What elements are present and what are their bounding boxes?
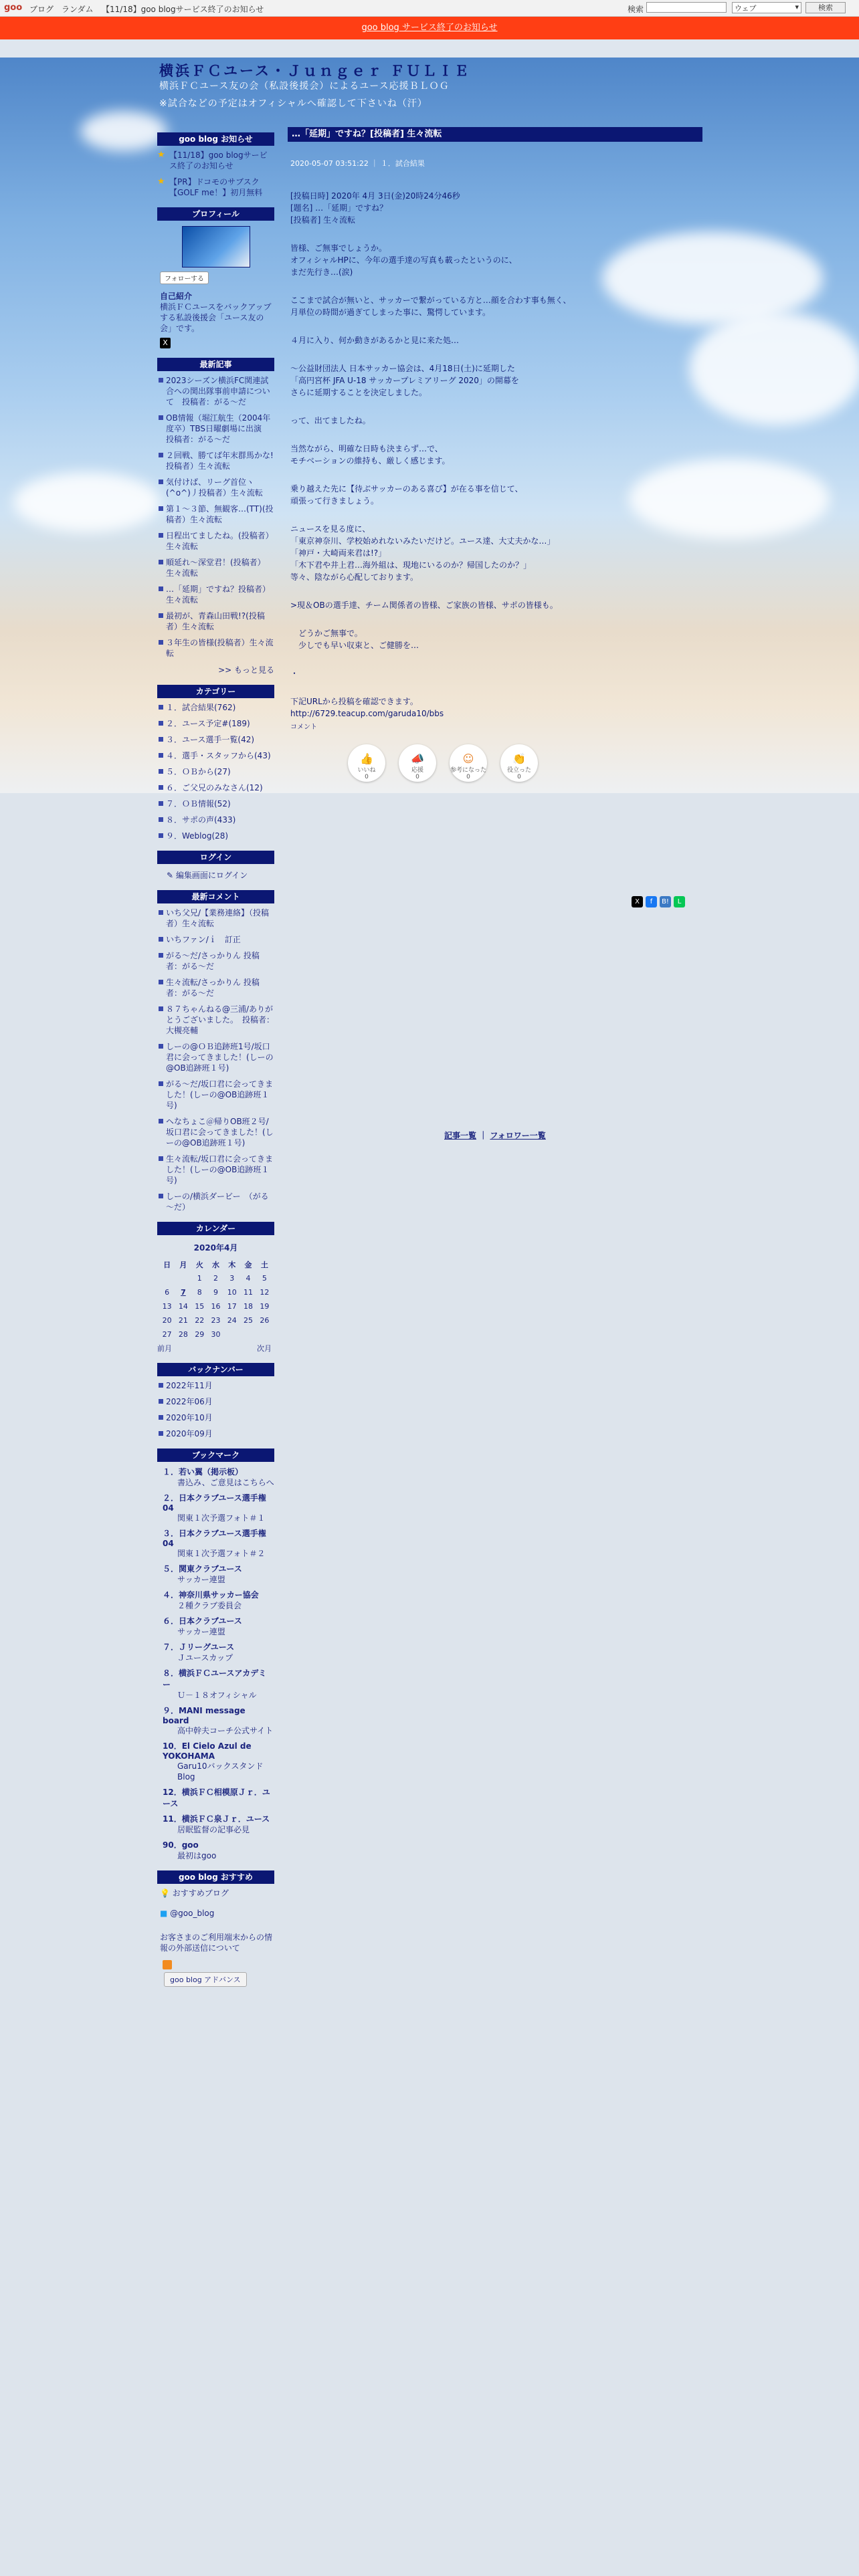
bookmark-description: 最初はgoo <box>177 1851 217 1860</box>
calendar-day: 6 <box>165 1288 170 1297</box>
outside-transmission-note[interactable]: お客さまのご利用端末からの情報の外部送信について <box>160 1933 273 1953</box>
bookmark-description: 居眠監督の記事必見 <box>177 1825 250 1834</box>
comment-item[interactable]: 生々流転/さっかりん 投稿者：がる～だ <box>157 977 274 998</box>
category-item[interactable]: １．試合結果(762) <box>157 702 274 713</box>
calendar-day: 8 <box>197 1288 202 1297</box>
category-item[interactable]: ７．ＯＢ情報(52) <box>157 798 274 809</box>
calendar-day: 19 <box>260 1302 270 1311</box>
info-heading: goo blog お知らせ <box>157 132 274 146</box>
bookmark-link[interactable]: ３．日本クラブユース選手権04 <box>163 1529 266 1548</box>
blog-link[interactable]: ブログ <box>29 5 54 14</box>
post-meta[interactable]: 2020-05-07 03:51:22 ｜ １．試合結果 <box>290 159 425 168</box>
calendar <box>159 1257 273 1341</box>
backnumber-item[interactable]: 2022年06月 <box>157 1396 274 1407</box>
bookmark-link[interactable]: ９．MANI message board <box>163 1706 246 1725</box>
calendar-day: 13 <box>162 1302 172 1311</box>
search-label: 検索 <box>628 5 644 14</box>
post-paragraph: ニュースを見る度に、 「東京神奈川、学校始めれないみたいだけど。ユース達、大丈夫かな…」 「神戸・大崎両来君は!?」 「木下君や井上君…海外組は、現地にいるのか？帰国したのか？」 等々、陰ながら心配しております。 <box>290 524 555 582</box>
comment-item[interactable]: しーの@ＯＢ追跡班1号/坂口君に会ってきました！(しーの@OB追跡班１号) <box>157 1041 274 1073</box>
backnumber-list <box>157 1380 274 1439</box>
comment-item[interactable]: いちファン/ｉ 訂正 <box>157 934 274 945</box>
bbs-url[interactable]: http://6729.teacup.com/garuda10/bbs <box>290 709 444 718</box>
calendar-day: 2 <box>213 1274 218 1283</box>
bookmark-description: 高中幹夫コーチ公式サイト <box>177 1726 274 1735</box>
star-icon: ★ <box>157 177 165 187</box>
bookmark-description: 関東１次予選フォト＃２ <box>177 1549 266 1558</box>
category-item[interactable]: ５．ＯＢから(27) <box>157 766 274 777</box>
calendar-day: 25 <box>244 1316 254 1325</box>
calendar-day: 14 <box>178 1302 188 1311</box>
reaction-buttons <box>348 744 702 791</box>
category-list <box>157 702 274 841</box>
calendar-day <box>159 1271 175 1285</box>
bookmark-list <box>163 1466 274 1861</box>
bookmark-description: Ｊユースカップ <box>177 1653 233 1662</box>
post-paragraph: [投稿日時] 2020年 4月 3日(金)20時24分46秒 [題名] …「延期」ですね？ [投稿者] 生々流転 <box>290 191 460 225</box>
reaction-cheer-button[interactable]: 📣 応援 0 <box>399 744 436 782</box>
info-item[interactable]: ★ 【11/18】goo blogサービス終了のお知らせ <box>157 150 268 171</box>
bookmark-link[interactable]: ６．日本クラブユース <box>163 1616 242 1626</box>
calendar-day <box>224 1327 240 1341</box>
category-item[interactable]: ９．Weblog(28) <box>157 831 274 841</box>
hatena-share-icon[interactable]: B! <box>660 896 671 907</box>
calendar-weekday: 木 <box>228 1260 236 1269</box>
calendar-day: 1 <box>197 1274 202 1283</box>
recent-heading: 最新記事 <box>157 358 274 371</box>
login-link[interactable]: ✎ 編集画面にログイン <box>167 871 248 880</box>
calendar-day[interactable]: 7 <box>181 1288 186 1297</box>
post-paragraph: 当然ながら、明確な日時も決まらず…で、 モチベーションの維持も、厳しく感じます。 <box>290 444 450 465</box>
post-body <box>290 190 702 679</box>
calendar-weekday: 金 <box>244 1260 252 1269</box>
site-title[interactable]: 横浜ＦＣユース・Ｊｕｎｇｅｒ ＦＵＬＩＥ <box>159 63 471 79</box>
goo-blog-twitter-link[interactable]: ■ @goo_blog <box>160 1909 215 1918</box>
recent-list <box>157 375 274 659</box>
bottom-links: 記事一覧 ｜ フォロワー一覧 <box>444 1131 546 1140</box>
calendar-day: 24 <box>227 1316 237 1325</box>
calendar-day <box>240 1327 256 1341</box>
search-input[interactable] <box>646 2 727 13</box>
line-share-icon[interactable]: L <box>674 896 685 907</box>
bookmark-description: 書込み、ご意見はこちらへ <box>177 1478 274 1487</box>
bulb-icon: 💡 <box>160 1889 170 1898</box>
next-month-link[interactable]: 次月 <box>257 1344 272 1353</box>
calendar-day: 21 <box>178 1316 188 1325</box>
megaphone-icon: 📣 <box>411 752 424 765</box>
thumbs-up-icon: 👍 <box>360 752 373 765</box>
bird-icon: ■ <box>160 1909 168 1918</box>
comment-item[interactable]: ヘなちょこ＠帰りOB班２号/坂口君に会ってきました！(しーの@OB追跡班１号) <box>157 1116 274 1148</box>
category-heading: カテゴリー <box>157 685 274 698</box>
category-item[interactable]: ６．ご父兄のみなさん(12) <box>157 782 274 793</box>
comment-item[interactable]: ８７ちゃんねる@三浦/ありがとうございました。 投稿者： 大槻亮輔 <box>157 1004 274 1036</box>
category-item[interactable]: ２．ユース予定#(189) <box>157 718 274 729</box>
bookmark-link[interactable]: ７．Ｊリーグユース <box>163 1642 235 1652</box>
calendar-day: 23 <box>211 1316 221 1325</box>
reaction-useful-button[interactable]: ☺ 参考になった 0 <box>450 744 487 782</box>
category-item[interactable]: ３．ユース選手一覧(42) <box>157 734 274 745</box>
prev-month-link[interactable]: 前月 <box>157 1344 172 1353</box>
comments-heading: 最新コメント <box>157 890 274 903</box>
star-icon: ★ <box>157 150 165 160</box>
page-background <box>0 793 859 2576</box>
post-title[interactable]: …「延期」ですね？[投稿者] 生々流転 <box>288 127 702 142</box>
recent-article-item[interactable]: 最初が、青森山田戦!?(投稿者）生々流転 <box>157 611 274 632</box>
category-item[interactable]: ８．サポの声(433) <box>157 815 274 825</box>
backnumber-item[interactable]: 2020年09月 <box>157 1428 274 1439</box>
backnumber-heading: バックナンバー <box>157 1363 274 1376</box>
calendar-day: 29 <box>195 1330 205 1339</box>
calendar-weekday: 月 <box>179 1260 187 1269</box>
calendar-day: 3 <box>229 1274 235 1283</box>
post-paragraph: >現＆OBの選手達、チーム関係者の皆様、ご家族の皆様、サポの皆様も。 <box>290 601 558 610</box>
post-paragraph: 〜公益財団法人 日本サッカー協会は、4月18日(土)に延期した 「高円宮杯 JFA U-18 サッカープレミアリーグ 2020」の開幕を さらに延期することを決定しました。 <box>290 364 519 397</box>
calendar-day: 5 <box>262 1274 267 1283</box>
calendar-day <box>175 1271 191 1285</box>
bookmark-link[interactable]: ８．横浜ＦＣユースアカデミー <box>163 1669 267 1689</box>
comment-item[interactable]: がる～だ/さっかりん 投稿者：がる～だ <box>157 950 274 972</box>
bookmark-description: Ｕ－１８オフィシャル <box>177 1691 257 1700</box>
reaction-like-button[interactable]: 👍 いいね 0 <box>348 744 385 782</box>
calendar-day: 10 <box>227 1288 237 1297</box>
calendar-weekday: 土 <box>260 1260 268 1269</box>
backnumber-item[interactable]: 2022年11月 <box>157 1380 274 1391</box>
bookmark-link[interactable]: 12．横浜ＦＣ相模原Ｊｒ．ユース <box>163 1788 270 1808</box>
x-share-icon[interactable]: X <box>632 896 643 907</box>
bookmark-link[interactable]: 10．El Cielo Azul de YOKOHAMA <box>163 1741 252 1761</box>
bookmark-link[interactable]: 90．goo <box>163 1840 199 1850</box>
bookmark-description: サッカー連盟 <box>177 1575 225 1584</box>
bookmark-description: Garu10バックスタンドBlog <box>177 1761 264 1782</box>
calendar-day: 26 <box>260 1316 270 1325</box>
random-link[interactable]: ランダム <box>62 5 94 14</box>
article-list-link[interactable]: 記事一覧 <box>444 1131 477 1140</box>
sidebar <box>157 132 274 1987</box>
clap-icon: 👏 <box>512 752 526 765</box>
post-paragraph: ここまで試合が無いと、サッカーで繋がっている方と…顔を合わす事も無く、 月単位の時間が過ぎてしまった事に、驚愕しています。 <box>290 296 571 317</box>
main-content <box>288 127 702 905</box>
recommend-blog-link[interactable]: 💡 おすすめブログ <box>160 1889 229 1898</box>
post-paragraph: どうかご無事で。 少しでも早い収束と、ご健勝を… <box>298 629 419 650</box>
rss-icon[interactable] <box>163 1960 172 1969</box>
backnumber-item[interactable]: 2020年10月 <box>157 1412 274 1423</box>
follow-button[interactable]: フォローする <box>160 272 209 284</box>
calendar-day: 11 <box>244 1288 254 1297</box>
post-paragraph: って、出てましたね。 <box>290 416 371 425</box>
bookmark-heading: ブックマーク <box>157 1448 274 1462</box>
comment-item[interactable]: いち父兄/【業務連絡】（投稿者）生々流転 <box>157 907 274 929</box>
recent-article-item[interactable]: 気付けば、リーグ首位ヽ(^o^)丿投稿者）生々流転 <box>157 477 274 498</box>
calendar-weekday: 水 <box>211 1260 219 1269</box>
comment-link[interactable]: コメント <box>290 724 317 731</box>
post-paragraph: 乗り越えた先に【待ぶサッカーのある喜び】が在る事を信じて、 頑張って行きましょう。 <box>290 484 523 506</box>
calendar-day: 22 <box>195 1316 205 1325</box>
search-button[interactable]: 検索 <box>805 2 846 13</box>
intro-text: 横浜ＦＣユースをバックアップする私設後援会「ユース友の会」です。 <box>160 302 272 333</box>
bookmark-link[interactable]: １．若い翼（掲示板） <box>163 1467 244 1477</box>
calendar-day: 16 <box>211 1302 221 1311</box>
bookmark-link[interactable]: ４．神奈川県サッカー協会 <box>163 1590 259 1600</box>
more-link[interactable]: >> もっと見る <box>218 665 274 675</box>
site-description: 横浜ＦＣユース友の会（私設後援会）によるユース応援ＢＬＯＧ ※試合などの予定はオフィシャルへ確認して下さいね（汗） <box>159 81 450 109</box>
recent-article-item[interactable]: 第１～３節、無観客…(TT)(投稿者）生々流転 <box>157 504 274 525</box>
bookmark-link[interactable]: ５．関東クラブユース <box>163 1564 242 1574</box>
comment-item[interactable]: がる～だ/坂口君に会ってきました！(しーの@OB追跡班１号) <box>157 1079 274 1111</box>
goo-logo[interactable]: goo <box>4 3 23 13</box>
bookmark-description: ２種クラブ委員会 <box>177 1601 242 1610</box>
search-scope-select[interactable]: ウェブ ▾ <box>732 2 801 13</box>
pencil-icon: ✎ <box>167 871 176 880</box>
calendar-day: 30 <box>211 1330 221 1339</box>
calendar-day: 27 <box>162 1330 172 1339</box>
recent-article-item[interactable]: 日程出てましたね。(投稿者）生々流転 <box>157 530 274 552</box>
bookmark-description: 関東１次予選フォト＃１ <box>177 1513 266 1523</box>
bookmark-link[interactable]: 11．横浜ＦＣ泉Ｊｒ．ユース <box>163 1814 270 1824</box>
category-item[interactable]: ４．選手・スタッフから(43) <box>157 750 274 761</box>
recent-article-item[interactable]: ３年生の皆様(投稿者）生々流転 <box>157 637 274 659</box>
recent-article-item[interactable]: …「延期」ですね？投稿者）生々流転 <box>157 584 274 605</box>
facebook-share-icon[interactable]: f <box>646 896 657 907</box>
post-paragraph: 皆様、ご無事でしょうか。 オフィシャルHPに、今年の選手達の写真も載ったというのに、 まだ先行き…(涙) <box>290 243 517 277</box>
recent-article-item[interactable]: ２回戦、勝てば年末群馬かな!投稿者）生々流転 <box>157 450 274 471</box>
goo-toolbar <box>0 0 859 17</box>
calendar-day: 18 <box>244 1302 254 1311</box>
calendar-day: 28 <box>178 1330 188 1339</box>
bookmark-link[interactable]: ２．日本クラブユース選手権04 <box>163 1493 266 1513</box>
profile-heading: プロフィール <box>157 207 274 221</box>
smile-icon: ☺ <box>462 752 474 765</box>
calendar-day: 17 <box>227 1302 237 1311</box>
calendar-title: 2020年4月 <box>193 1243 238 1253</box>
calendar-nav <box>157 1343 274 1354</box>
follower-list-link[interactable]: フォロワー一覧 <box>490 1131 546 1140</box>
intro-title: 自己紹介 <box>160 292 193 301</box>
calendar-day: 12 <box>260 1288 270 1297</box>
service-end-banner[interactable]: goo blog サービス終了のお知らせ <box>0 17 859 39</box>
calendar-day: 4 <box>246 1274 251 1283</box>
info-item[interactable]: ★ 【PR】ドコモのサブスク【GOLF me！】初月無料 <box>157 177 263 197</box>
login-heading: ログイン <box>157 851 274 864</box>
recent-article-item[interactable]: 2023シーズン横浜FC関連試合への関出隊事前申請について 投稿者：がる～だ <box>157 375 274 407</box>
calendar-day: 15 <box>195 1302 205 1311</box>
calendar-day: 20 <box>162 1316 172 1325</box>
calendar-weekday: 日 <box>163 1260 171 1269</box>
bookmark-description: サッカー連盟 <box>177 1627 225 1636</box>
comment-item[interactable]: しーの/横浜ダービー （がる～だ） <box>157 1191 274 1212</box>
service-end-link[interactable]: 【11/18】goo blogサービス終了のお知らせ <box>102 5 264 14</box>
post-paragraph: ４月に入り、何か動きがあるかと見に来た処… <box>290 336 460 345</box>
recent-article-item[interactable]: OB情報（堀江航生（2004年度卒）TBS日曜劇場に出演 投稿者：がる～だ <box>157 413 274 445</box>
share-buttons <box>632 896 692 908</box>
comment-item[interactable]: 生々流転/坂口君に会ってきました！(しーの@OB追跡班１号) <box>157 1154 274 1186</box>
calendar-weekday: 火 <box>195 1260 203 1269</box>
post-source: 下記URLから投稿を確認できます。 http://6729.teacup.com/garuda10/bbs <box>290 695 702 720</box>
calendar-heading: カレンダー <box>157 1222 274 1235</box>
calendar-day: 9 <box>213 1288 218 1297</box>
reaction-helpful-button[interactable]: 👏 役立った 0 <box>500 744 538 782</box>
post-paragraph: ・ <box>290 669 299 678</box>
recommend-heading: goo blog おすすめ <box>157 1870 274 1884</box>
x-logo-icon[interactable]: X <box>160 338 171 348</box>
comment-list <box>157 907 274 1212</box>
calendar-day <box>256 1327 272 1341</box>
recent-article-item[interactable]: 順延れ～深堂君！(投稿者）生々流転 <box>157 557 274 578</box>
advance-badge[interactable]: goo blog アドバンス <box>164 1972 247 1987</box>
profile-image[interactable] <box>182 226 250 267</box>
